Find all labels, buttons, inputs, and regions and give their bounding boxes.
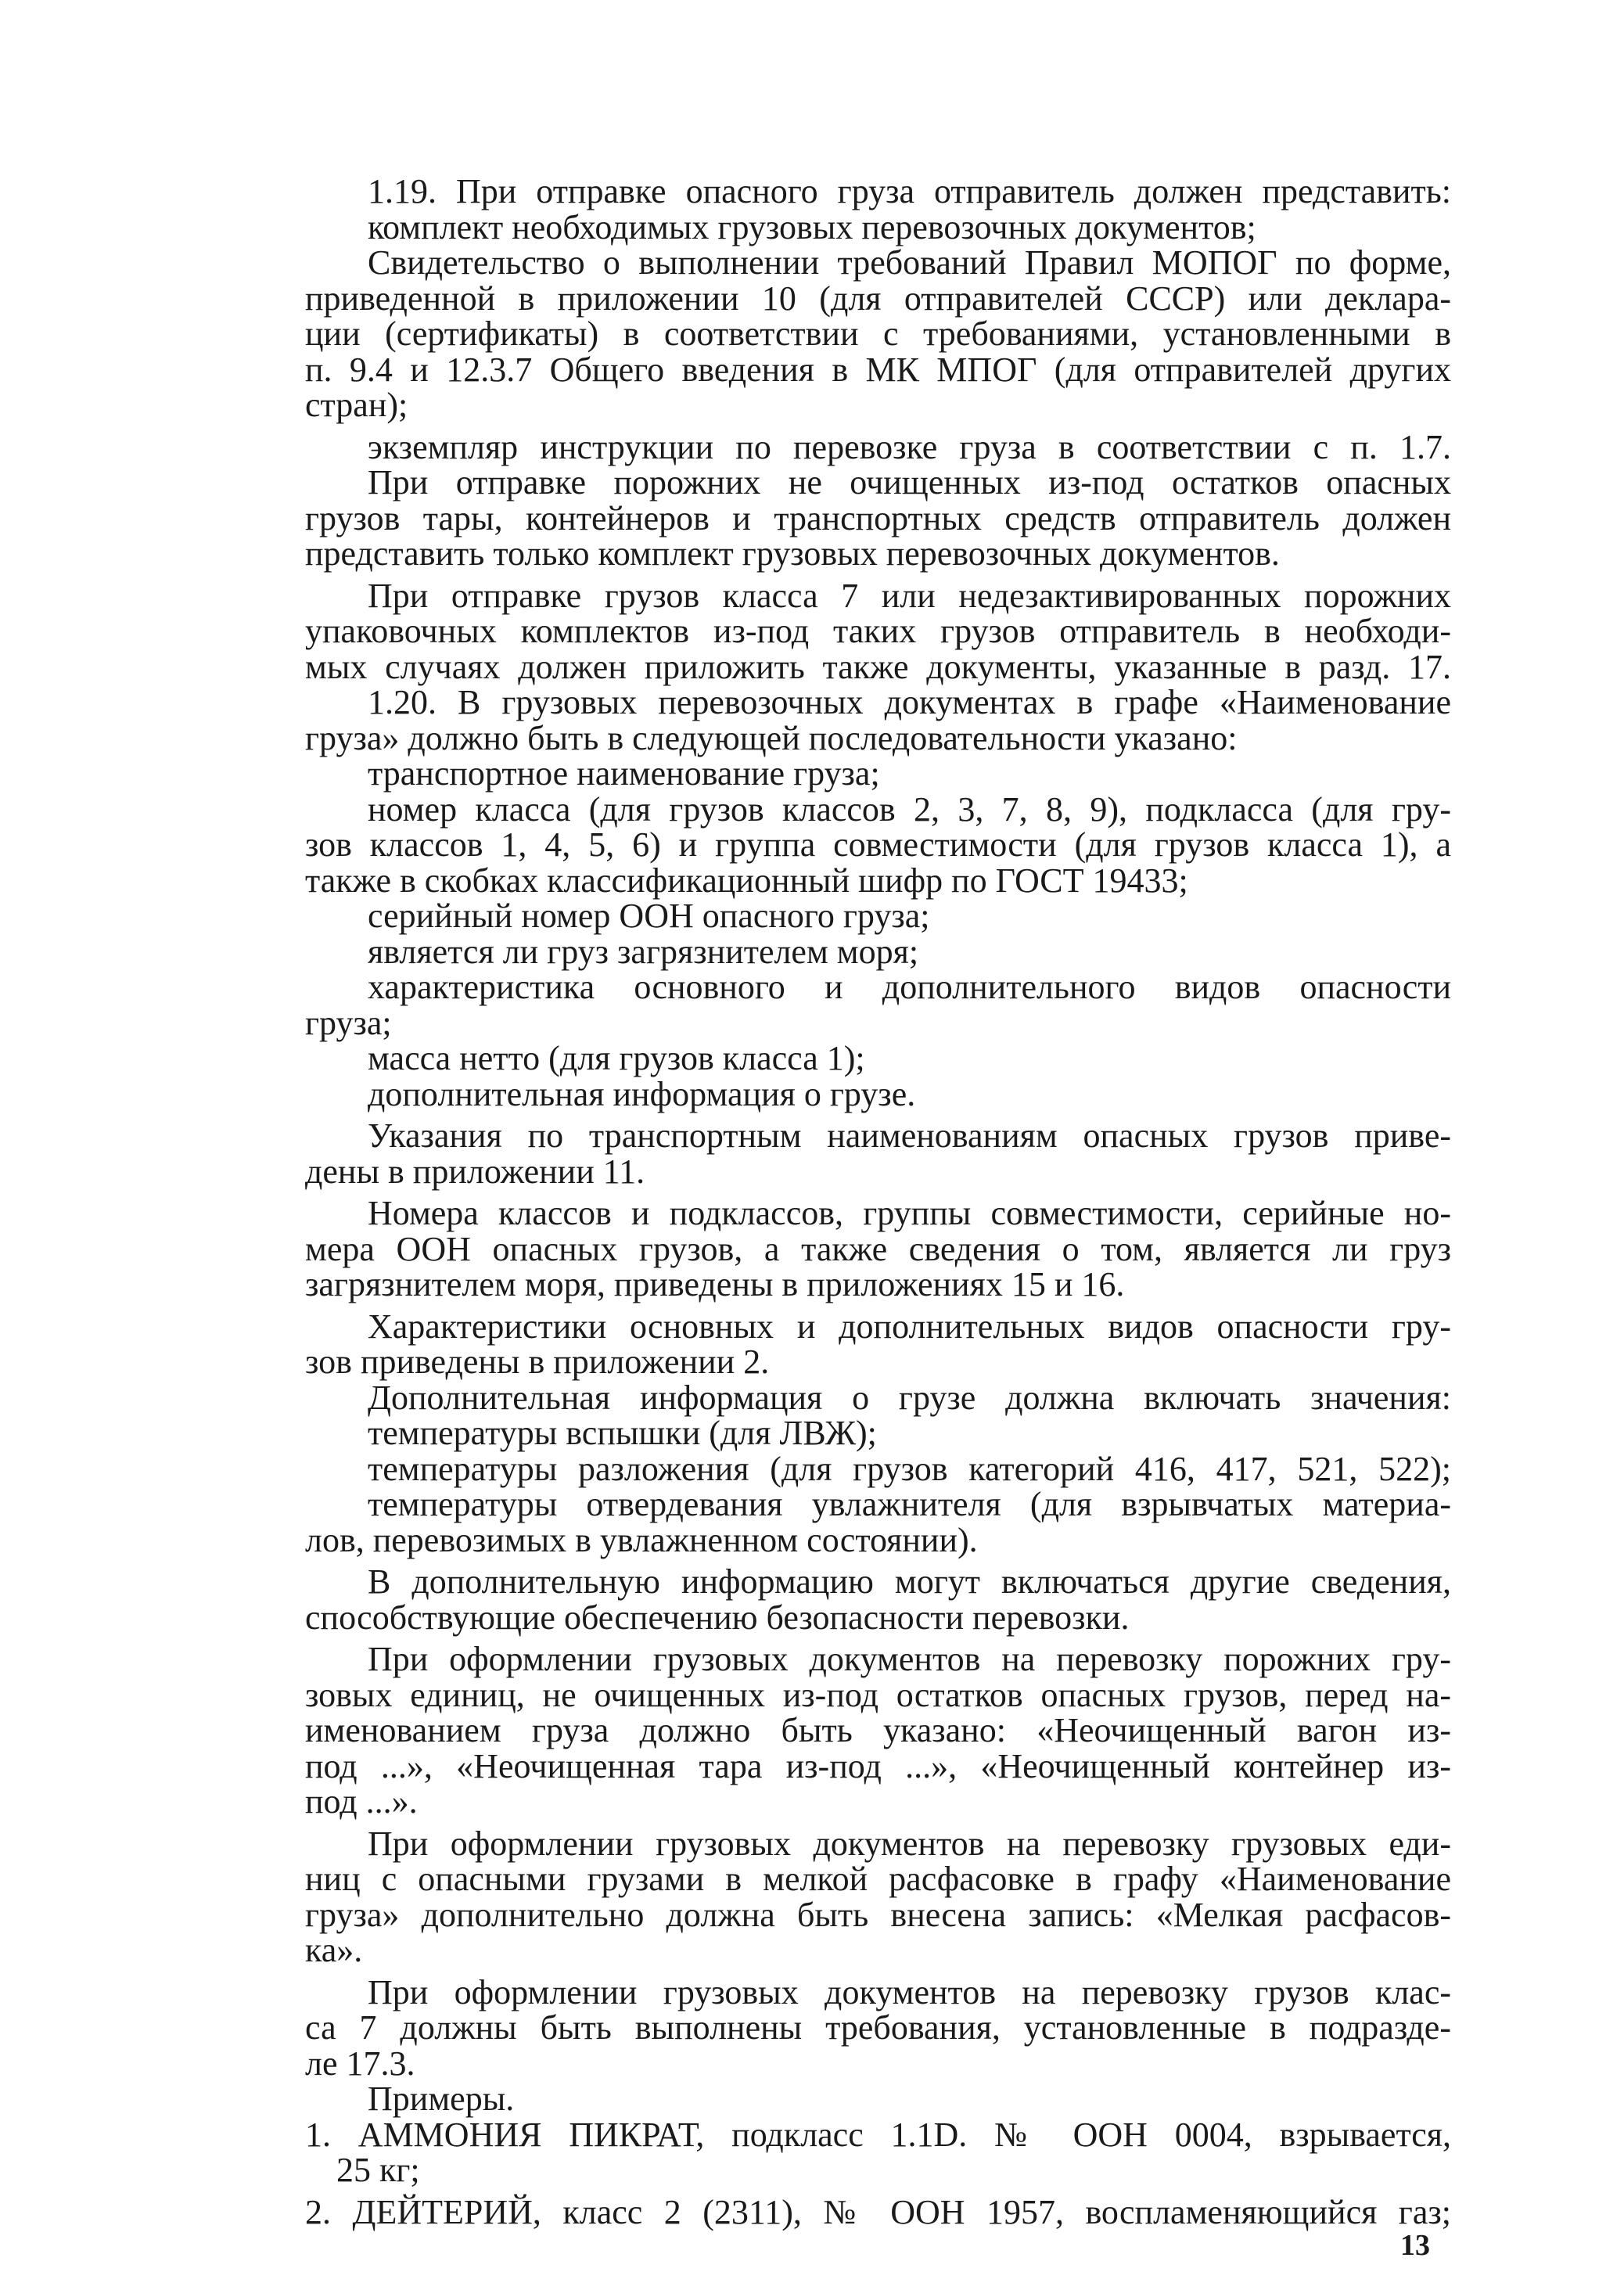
text-line: комплект необходимых грузовых перевозочных документов;	[368, 207, 1256, 246]
text-line: зов приведены в приложении 2.	[305, 1343, 770, 1381]
text-line: При отправке грузов класса 7 или недезактивированных порожних	[368, 576, 1451, 615]
text-line: транспортное наименование груза;	[368, 754, 880, 793]
text-line: зовых единиц, не очищенных из-под остатков опасных грузов, перед на-	[305, 1675, 1451, 1714]
text-line: под ...».	[305, 1782, 418, 1821]
text-line: экземпляр инструкции по перевозке груза в соответствии с п. 1.7.	[368, 427, 1451, 466]
text-line: дополнительная информация о грузе.	[368, 1074, 916, 1113]
text-line: Номера классов и подклассов, группы совместимости, серийные но-	[368, 1194, 1451, 1232]
text-line: груза;	[305, 1003, 392, 1042]
text-line: груза» должно быть в следующей последовательности указано:	[305, 718, 1238, 757]
text-line: температуры разложения (для грузов категорий 416, 417, 521, 522);	[368, 1449, 1451, 1488]
text-line: мера ООН опасных грузов, а также сведения о том, является ли груз	[305, 1229, 1451, 1268]
text-line: представить только комплект грузовых перевозочных документов.	[305, 534, 1280, 573]
text-line: При оформлении грузовых документов на перевозку грузовых еди-	[368, 1824, 1451, 1863]
text-line: зов классов 1, 4, 5, 6) и группа совместимости (для грузов класса 1), а	[305, 825, 1451, 864]
text-line: лов, перевозимых в увлажненном состоянии).	[305, 1520, 978, 1559]
text-line: 2. ДЕЙТЕРИЙ, класс 2 (2311), № ООН 1957, воспламеняющийся газ;	[305, 2192, 1451, 2231]
text-line: серийный номер ООН опасного груза;	[368, 897, 930, 935]
text-line: 1.20. В грузовых перевозочных документах в графе «Наименование	[368, 683, 1451, 721]
text-line: са 7 должны быть выполнены требования, установленные в подразде-	[305, 2008, 1451, 2047]
text-line: под ...», «Неочищенная тара из-под ...», «Неочищенный контейнер из-	[305, 1746, 1451, 1785]
document-body	[305, 174, 1451, 2230]
text-line: упаковочных комплектов из-под таких грузов отправитель в необходи-	[305, 612, 1451, 650]
text-line: является ли груз загрязнителем моря;	[368, 932, 919, 971]
text-line: ле 17.3.	[305, 2044, 415, 2083]
page-number: 13	[1400, 2229, 1430, 2262]
text-line: именованием груза должно быть указано: «Неочищенный вагон из-	[305, 1711, 1451, 1749]
text-line: При отправке порожних не очищенных из-под остатков опасных	[368, 463, 1451, 501]
text-line: ниц с опасными грузами в мелкой расфасовке в графу «Наименование	[305, 1860, 1451, 1898]
text-line: номер класса (для грузов классов 2, 3, 7, 8, 9), подкласса (для гру-	[368, 789, 1451, 829]
text-line: приведенной в приложении 10 (для отправителей СССР) или деклара-	[305, 279, 1451, 318]
text-line: Дополнительная информация о грузе должна включать значения:	[368, 1378, 1451, 1417]
text-line: 25 кг;	[336, 2151, 420, 2189]
text-line: характеристика основного и дополнительного видов опасности	[368, 968, 1451, 1006]
text-line: мых случаях должен приложить также документы, указанные в разд. 17.	[305, 647, 1451, 686]
text-line: также в скобках классификационный шифр по ГОСТ 19433;	[305, 861, 1188, 900]
text-line: п. 9.4 и 12.3.7 Общего введения в МК МПОГ (для отправителей других	[305, 350, 1451, 389]
text-line: ции (сертификаты) в соответствии с требованиями, установленными в	[305, 315, 1451, 353]
text-line: Указания по транспортным наименованиям опасных грузов приве-	[368, 1116, 1451, 1155]
text-line: Характеристики основных и дополнительных видов опасности гру-	[368, 1307, 1451, 1346]
text-line: дены в приложении 11.	[305, 1152, 645, 1191]
text-line: грузов тары, контейнеров и транспортных средств отправитель должен	[305, 498, 1451, 537]
text-line: При оформлении грузовых документов на перевозку грузов клас-	[368, 1972, 1451, 2011]
text-line: масса нетто (для грузов класса 1);	[368, 1039, 865, 1077]
text-line: температуры отвердевания увлажнителя (для взрывчатых материа-	[368, 1485, 1451, 1523]
text-line: стран);	[305, 386, 408, 424]
text-line: способствующие обеспечению безопасности перевозки.	[305, 1598, 1130, 1637]
text-line: В дополнительную информацию могут включаться другие сведения,	[368, 1562, 1451, 1601]
text-line: ка».	[305, 1931, 363, 1969]
text-line: загрязнителем моря, приведены в приложениях 15 и 16.	[305, 1265, 1125, 1303]
text-line: Свидетельство о выполнении требований Правил МОПОГ по форме,	[368, 243, 1451, 282]
text-line: Примеры.	[368, 2080, 515, 2118]
text-line: 1.19. При отправке опасного груза отправитель должен представить:	[368, 172, 1451, 210]
text-line: груза» дополнительно должна быть внесена запись: «Мелкая расфасов-	[305, 1895, 1451, 1934]
text-line: При оформлении грузовых документов на перевозку порожних гру-	[368, 1640, 1451, 1678]
text-line: 1. АММОНИЯ ПИКРАТ, подкласс 1.1D. № ООН 0004, взрывается,	[305, 2115, 1451, 2154]
text-line: температуры вспышки (для ЛВЖ);	[368, 1414, 877, 1452]
